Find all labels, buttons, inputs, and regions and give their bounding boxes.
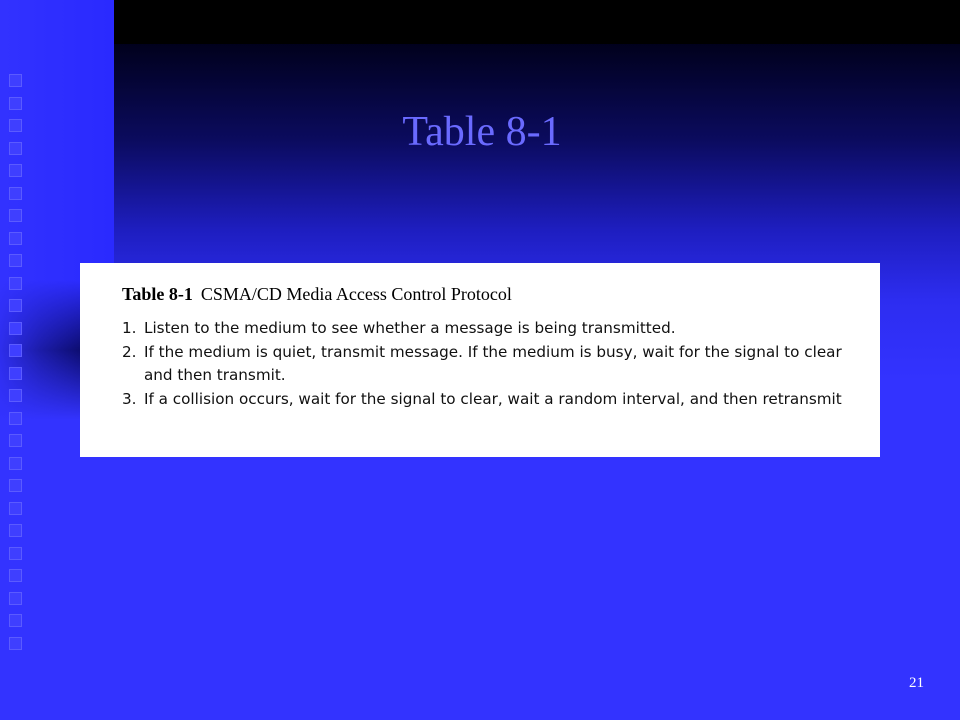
decorative-square: [9, 74, 22, 87]
decorative-square: [9, 434, 22, 447]
step-number: 1.: [122, 319, 137, 337]
decorative-square: [9, 277, 22, 290]
step-text: Listen to the medium to see whether a message is being transmitted.: [144, 319, 676, 337]
slide-title: Table 8-1: [402, 109, 562, 155]
decorative-square: [9, 412, 22, 425]
decorative-square: [9, 614, 22, 627]
decorative-square: [9, 592, 22, 605]
table-caption-label: Table 8-1: [122, 284, 193, 304]
step-number: 3.: [122, 389, 137, 408]
step-number: 2.: [122, 342, 137, 361]
table-caption-text: CSMA/CD Media Access Control Protocol: [200, 284, 512, 304]
table-figure: [80, 263, 880, 457]
decorative-square: [9, 547, 22, 560]
decorative-square: [9, 97, 22, 110]
decorative-square: [9, 524, 22, 537]
step-text: If the medium is quiet, transmit message. If the medium is busy, wait for the signal to clear and then transmit.: [144, 342, 842, 384]
decorative-square: [9, 637, 22, 650]
decorative-square: [9, 389, 22, 402]
decorative-square: [9, 254, 22, 267]
top-dark-band: [114, 0, 960, 44]
decorative-square: [9, 209, 22, 222]
decorative-square: [9, 502, 22, 515]
decorative-square: [9, 322, 22, 335]
decorative-square: [9, 479, 22, 492]
decorative-square: [9, 344, 22, 357]
decorative-square: [9, 164, 22, 177]
protocol-step: [122, 388, 850, 412]
decorative-square: [9, 299, 22, 312]
decorative-square: [9, 119, 22, 132]
protocol-step: [122, 341, 850, 388]
decorative-square: [9, 457, 22, 470]
decorative-square: [9, 367, 22, 380]
decorative-square: [9, 187, 22, 200]
step-text: If a collision occurs, wait for the signal to clear, wait a random interval, and then retransmit: [144, 389, 842, 408]
decorative-square: [9, 232, 22, 245]
decorative-square: [9, 142, 22, 155]
protocol-step: [122, 317, 850, 341]
table-caption: [122, 283, 850, 305]
decorative-square-column: [9, 74, 23, 659]
protocol-steps-list: [122, 317, 850, 411]
page-number: 21: [909, 675, 924, 691]
decorative-square: [9, 569, 22, 582]
